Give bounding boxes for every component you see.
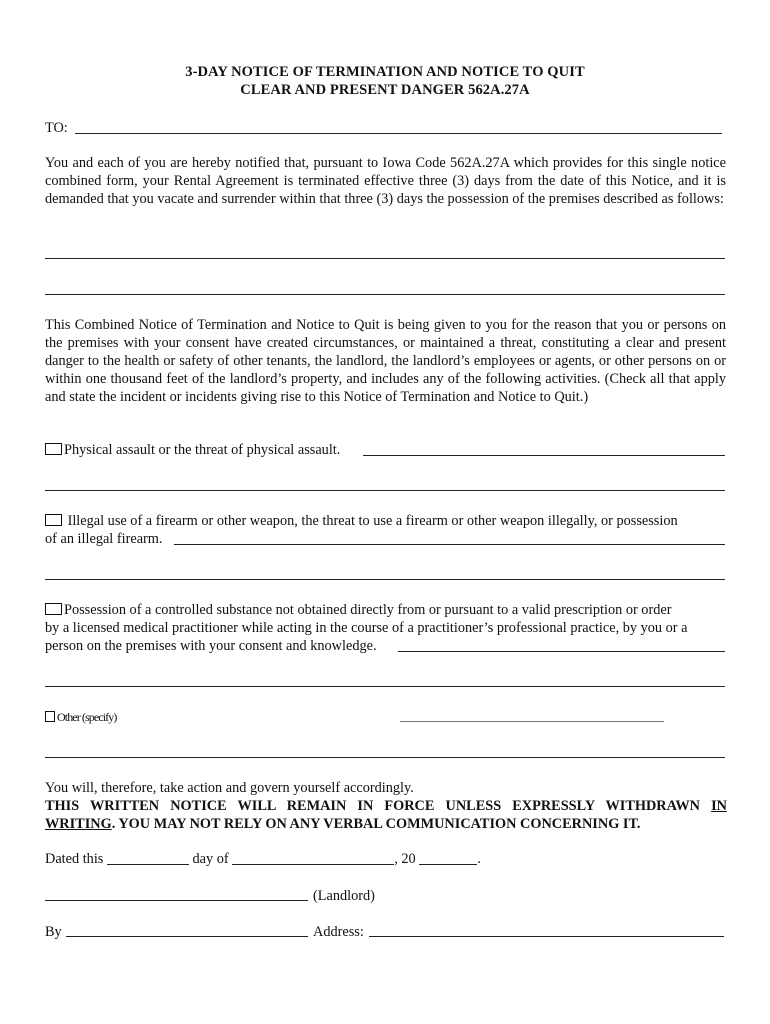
address-label: Address: [313,924,364,940]
by-signature-field[interactable] [66,936,308,937]
other-checkbox[interactable] [45,711,55,722]
month-field[interactable] [232,851,394,865]
assault-details-field[interactable] [363,455,725,456]
warning-text: THIS WRITTEN NOTICE WILL REMAIN IN FORCE UNLESS EXPRESSLY WITHDRAWN [45,798,700,814]
substance-checkbox[interactable] [45,603,62,615]
substance-label-line1: Possession of a controlled substance not obtained directly from or pursuant to a valid prescription or order [64,602,672,618]
firearm-details-field[interactable] [174,544,725,545]
address-field[interactable] [369,936,724,937]
substance-label-line3: person on the premises with your consent and knowledge. [45,638,377,654]
warning-writing: WRITING [45,816,112,832]
substance-details-line-2[interactable] [45,686,725,687]
firearm-label-line2: of an illegal firearm. [45,531,163,547]
firearm-option [45,512,735,530]
reason-paragraph: This Combined Notice of Termination and Notice to Quit is being given to you for the reason that you or persons on the premises with your consent have created circumstances, or maintained a threat, constituting a clear and present danger to the health or safety of other tenants, the landlord, the landlord’s employees or agents, or other persons on or within one thousand feet of the landlord’s property, and includes any of the following activities. (Check all that apply and state the incident or incidents giving rise to this Notice of Termination and Notice to Quit.) [45,317,726,405]
warning-line-2 [45,815,641,833]
document-title: 3-DAY NOTICE OF TERMINATION AND NOTICE TO QUIT [185,64,585,80]
warning-line-1 [45,797,727,815]
by-label: By [45,924,62,940]
to-field[interactable] [75,133,722,134]
premises-field-line-1[interactable] [45,258,725,259]
year-prefix-label: , 20 [394,851,416,867]
assault-option [45,441,340,459]
other-label: Other (specify) [57,710,117,724]
premises-field-line-2[interactable] [45,294,725,295]
document-subtitle: CLEAR AND PRESENT DANGER 562A.27A [240,82,530,98]
assault-label: Physical assault or the threat of physical assault. [64,442,341,458]
day-of-label: day of [192,851,229,867]
assault-checkbox[interactable] [45,443,62,455]
closing-line: You will, therefore, take action and govern yourself accordingly. [45,780,414,796]
substance-label-line2: by a licensed medical practitioner while acting in the course of a practitioner’s professional practice, by you or a [45,620,688,636]
other-details-line[interactable] [45,757,725,758]
year-field[interactable] [419,851,477,865]
landlord-signature-field[interactable] [45,900,308,901]
substance-option [45,601,735,619]
other-specify-blank[interactable]: ____________________________________________ [400,709,664,723]
firearm-label-line1: Illegal use of a firearm or other weapon, the threat to use a firearm or other weapon illegally, or possession [67,513,678,529]
day-field[interactable] [107,851,189,865]
firearm-details-line-2[interactable] [45,579,725,580]
assault-details-line-2[interactable] [45,490,725,491]
dated-line [45,850,481,868]
dated-period: . [477,851,481,867]
firearm-checkbox[interactable] [45,514,62,526]
warning-rest: . YOU MAY NOT RELY ON ANY VERBAL COMMUNICATION CONCERNING IT. [111,816,641,832]
intro-paragraph: You and each of you are hereby notified that, pursuant to Iowa Code 562A.27A which provides for this single notice combined form, your Rental Agreement is terminated effective three (3) days from the date of this Notice, and it is demanded that you vacate and surrender within that three (3) days the possession of the premises described as follows: [45,155,726,207]
substance-details-field[interactable] [398,651,725,652]
other-option [45,708,116,726]
warning-in: IN [711,798,727,814]
to-label: TO: [45,120,68,136]
landlord-label: (Landlord) [313,888,375,904]
dated-this-label: Dated this [45,851,104,867]
